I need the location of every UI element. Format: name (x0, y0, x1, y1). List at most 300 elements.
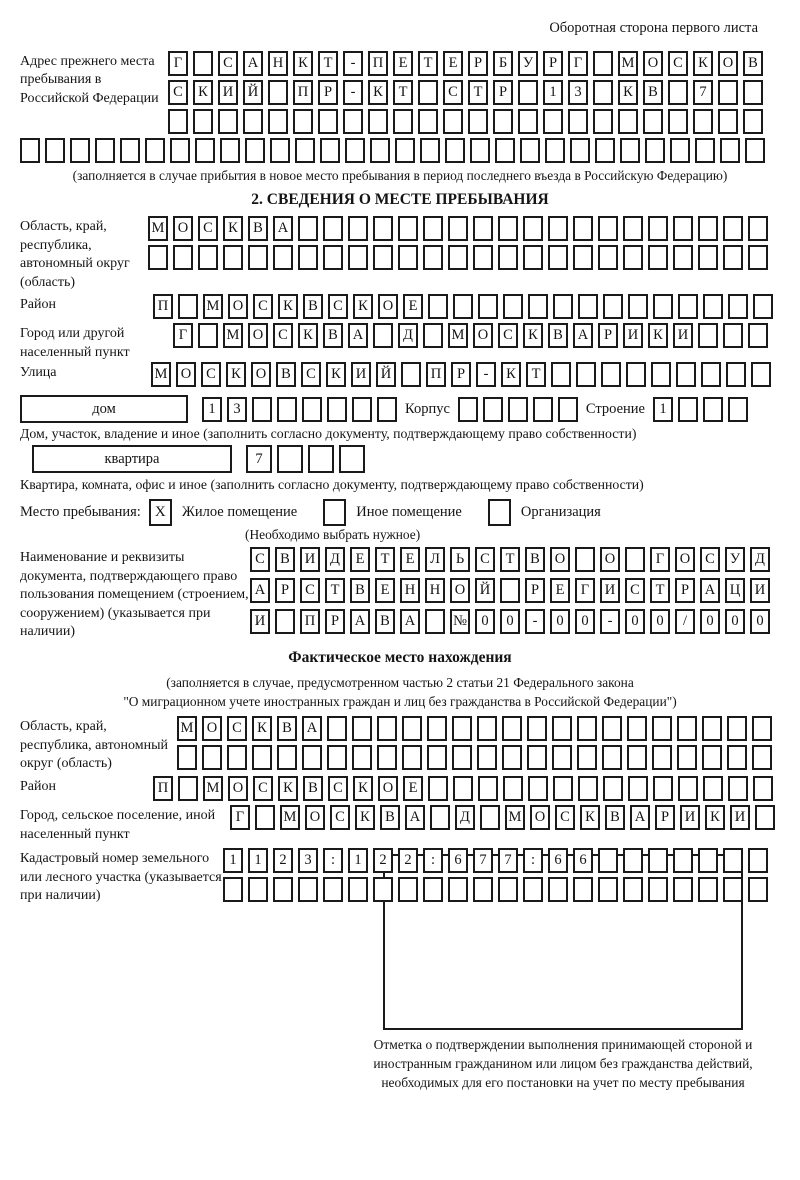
form-cell[interactable]: - (343, 80, 363, 105)
form-cell[interactable] (593, 80, 613, 105)
form-cell[interactable] (373, 216, 393, 241)
form-cell[interactable]: Р (493, 80, 513, 105)
stay-type-checkbox-residential[interactable]: X (149, 499, 172, 526)
form-cell[interactable] (503, 294, 523, 319)
form-cell[interactable]: К (501, 362, 521, 387)
form-cell[interactable] (576, 362, 596, 387)
form-cell[interactable] (727, 716, 747, 741)
form-cell[interactable] (623, 216, 643, 241)
form-cell[interactable] (745, 138, 765, 163)
form-cell[interactable] (723, 323, 743, 348)
form-cell[interactable] (373, 877, 393, 902)
form-cell[interactable] (601, 362, 621, 387)
form-cell[interactable]: Е (350, 547, 370, 572)
form-cell[interactable]: 1 (248, 848, 268, 873)
form-cell[interactable]: 1 (202, 397, 222, 422)
form-cell[interactable]: Р (655, 805, 675, 830)
form-cell[interactable]: - (476, 362, 496, 387)
form-cell[interactable] (323, 216, 343, 241)
form-cell[interactable]: К (278, 776, 298, 801)
form-cell[interactable]: О (718, 51, 738, 76)
form-cell[interactable]: В (350, 578, 370, 603)
form-cell[interactable] (302, 397, 322, 422)
form-cell[interactable] (748, 877, 768, 902)
form-cell[interactable]: В (303, 776, 323, 801)
form-cell[interactable] (453, 776, 473, 801)
form-cell[interactable]: - (600, 609, 620, 634)
form-cell[interactable] (673, 848, 693, 873)
form-cell[interactable] (668, 80, 688, 105)
form-cell[interactable] (327, 745, 347, 770)
form-cell[interactable] (428, 776, 448, 801)
form-cell[interactable] (443, 109, 463, 134)
form-cell[interactable] (395, 138, 415, 163)
form-cell[interactable] (618, 109, 638, 134)
form-cell[interactable]: К (580, 805, 600, 830)
form-cell[interactable]: 0 (475, 609, 495, 634)
form-cell[interactable]: Р (318, 80, 338, 105)
form-cell[interactable] (377, 397, 397, 422)
form-cell[interactable]: О (251, 362, 271, 387)
form-cell[interactable]: О (305, 805, 325, 830)
form-cell[interactable]: М (151, 362, 171, 387)
form-cell[interactable] (448, 216, 468, 241)
form-cell[interactable] (703, 397, 723, 422)
form-cell[interactable] (327, 397, 347, 422)
form-cell[interactable]: К (353, 294, 373, 319)
form-cell[interactable] (493, 109, 513, 134)
form-cell[interactable] (345, 138, 365, 163)
form-cell[interactable]: В (743, 51, 763, 76)
form-cell[interactable] (527, 716, 547, 741)
form-cell[interactable] (352, 716, 372, 741)
form-cell[interactable]: О (176, 362, 196, 387)
form-cell[interactable] (348, 245, 368, 270)
form-cell[interactable] (223, 877, 243, 902)
form-cell[interactable]: С (273, 323, 293, 348)
form-cell[interactable]: К (523, 323, 543, 348)
form-cell[interactable]: 1 (223, 848, 243, 873)
form-cell[interactable]: В (248, 216, 268, 241)
form-cell[interactable]: № (450, 609, 470, 634)
form-cell[interactable] (343, 109, 363, 134)
form-cell[interactable]: Р (598, 323, 618, 348)
form-cell[interactable]: К (193, 80, 213, 105)
form-cell[interactable]: 2 (273, 848, 293, 873)
form-cell[interactable] (551, 362, 571, 387)
form-cell[interactable]: 3 (298, 848, 318, 873)
form-cell[interactable]: К (252, 716, 272, 741)
form-cell[interactable]: 6 (573, 848, 593, 873)
form-cell[interactable]: П (153, 294, 173, 319)
form-cell[interactable]: О (228, 294, 248, 319)
form-cell[interactable] (602, 745, 622, 770)
form-cell[interactable] (478, 294, 498, 319)
form-cell[interactable] (652, 745, 672, 770)
form-cell[interactable] (503, 776, 523, 801)
form-cell[interactable]: О (378, 294, 398, 319)
form-cell[interactable] (528, 776, 548, 801)
form-cell[interactable] (170, 138, 190, 163)
form-cell[interactable] (502, 716, 522, 741)
form-cell[interactable]: С (328, 294, 348, 319)
form-cell[interactable] (548, 877, 568, 902)
form-cell[interactable] (577, 745, 597, 770)
form-cell[interactable] (318, 109, 338, 134)
form-cell[interactable]: О (450, 578, 470, 603)
form-cell[interactable] (748, 245, 768, 270)
form-cell[interactable] (425, 609, 445, 634)
form-cell[interactable]: С (700, 547, 720, 572)
form-cell[interactable]: П (426, 362, 446, 387)
form-cell[interactable]: - (343, 51, 363, 76)
form-cell[interactable] (468, 109, 488, 134)
form-cell[interactable]: И (730, 805, 750, 830)
form-cell[interactable] (743, 109, 763, 134)
form-cell[interactable]: Й (376, 362, 396, 387)
form-cell[interactable]: И (250, 609, 270, 634)
form-cell[interactable] (398, 245, 418, 270)
form-cell[interactable] (698, 323, 718, 348)
form-cell[interactable] (508, 397, 528, 422)
form-cell[interactable]: Р (451, 362, 471, 387)
form-cell[interactable] (20, 138, 40, 163)
form-cell[interactable] (320, 138, 340, 163)
form-cell[interactable] (120, 138, 140, 163)
form-cell[interactable]: 1 (543, 80, 563, 105)
form-cell[interactable]: О (378, 776, 398, 801)
form-cell[interactable] (430, 805, 450, 830)
form-cell[interactable]: Е (393, 51, 413, 76)
form-cell[interactable]: О (202, 716, 222, 741)
form-cell[interactable] (427, 716, 447, 741)
form-cell[interactable] (548, 245, 568, 270)
form-cell[interactable] (648, 245, 668, 270)
form-cell[interactable] (720, 138, 740, 163)
form-cell[interactable] (248, 877, 268, 902)
form-cell[interactable]: А (400, 609, 420, 634)
form-cell[interactable] (178, 294, 198, 319)
form-cell[interactable]: С (227, 716, 247, 741)
form-cell[interactable]: А (302, 716, 322, 741)
form-cell[interactable]: Е (443, 51, 463, 76)
form-cell[interactable]: Р (325, 609, 345, 634)
form-cell[interactable] (573, 877, 593, 902)
form-cell[interactable] (628, 776, 648, 801)
form-cell[interactable] (302, 745, 322, 770)
form-cell[interactable]: Д (750, 547, 770, 572)
form-cell[interactable]: М (177, 716, 197, 741)
form-cell[interactable]: Т (375, 547, 395, 572)
form-cell[interactable] (398, 216, 418, 241)
form-cell[interactable] (393, 109, 413, 134)
form-cell[interactable] (673, 877, 693, 902)
form-cell[interactable] (223, 245, 243, 270)
form-cell[interactable]: В (380, 805, 400, 830)
form-cell[interactable]: Р (675, 578, 695, 603)
form-cell[interactable]: Р (543, 51, 563, 76)
form-cell[interactable] (703, 294, 723, 319)
form-cell[interactable] (723, 245, 743, 270)
form-cell[interactable]: А (350, 609, 370, 634)
form-cell[interactable]: : (323, 848, 343, 873)
form-cell[interactable]: И (300, 547, 320, 572)
form-cell[interactable] (620, 138, 640, 163)
form-cell[interactable] (452, 745, 472, 770)
form-cell[interactable]: 3 (568, 80, 588, 105)
form-cell[interactable] (553, 294, 573, 319)
form-cell[interactable]: В (275, 547, 295, 572)
form-cell[interactable] (245, 138, 265, 163)
form-cell[interactable]: А (273, 216, 293, 241)
form-cell[interactable] (377, 716, 397, 741)
form-cell[interactable] (753, 294, 773, 319)
form-cell[interactable] (498, 877, 518, 902)
form-cell[interactable] (673, 245, 693, 270)
form-cell[interactable]: О (530, 805, 550, 830)
form-cell[interactable] (177, 745, 197, 770)
form-cell[interactable] (648, 877, 668, 902)
form-cell[interactable] (527, 745, 547, 770)
form-cell[interactable] (473, 216, 493, 241)
form-cell[interactable]: П (153, 776, 173, 801)
form-cell[interactable]: В (303, 294, 323, 319)
form-cell[interactable]: К (298, 323, 318, 348)
form-cell[interactable] (243, 109, 263, 134)
form-cell[interactable]: К (293, 51, 313, 76)
form-cell[interactable]: 0 (725, 609, 745, 634)
form-cell[interactable]: 7 (246, 445, 272, 473)
form-cell[interactable]: 2 (398, 848, 418, 873)
form-cell[interactable] (723, 877, 743, 902)
form-cell[interactable]: О (473, 323, 493, 348)
form-cell[interactable] (698, 848, 718, 873)
form-cell[interactable] (248, 245, 268, 270)
form-cell[interactable]: С (475, 547, 495, 572)
form-cell[interactable]: К (353, 776, 373, 801)
form-cell[interactable] (723, 216, 743, 241)
form-cell[interactable] (673, 216, 693, 241)
form-cell[interactable] (568, 109, 588, 134)
form-cell[interactable]: А (348, 323, 368, 348)
form-cell[interactable]: Й (475, 578, 495, 603)
form-cell[interactable] (298, 245, 318, 270)
form-cell[interactable] (743, 80, 763, 105)
form-cell[interactable] (698, 216, 718, 241)
form-cell[interactable]: В (375, 609, 395, 634)
form-cell[interactable] (678, 294, 698, 319)
form-cell[interactable] (193, 109, 213, 134)
form-cell[interactable]: Н (268, 51, 288, 76)
form-cell[interactable]: К (355, 805, 375, 830)
form-cell[interactable] (593, 109, 613, 134)
form-cell[interactable] (495, 138, 515, 163)
form-cell[interactable] (368, 109, 388, 134)
form-cell[interactable] (570, 138, 590, 163)
form-cell[interactable] (273, 877, 293, 902)
form-cell[interactable] (668, 109, 688, 134)
form-cell[interactable]: С (198, 216, 218, 241)
form-cell[interactable] (339, 445, 365, 473)
form-cell[interactable]: Л (425, 547, 445, 572)
form-cell[interactable] (698, 245, 718, 270)
form-cell[interactable] (625, 547, 645, 572)
form-cell[interactable]: Н (400, 578, 420, 603)
form-cell[interactable]: 0 (625, 609, 645, 634)
form-cell[interactable] (268, 109, 288, 134)
form-cell[interactable] (552, 745, 572, 770)
form-cell[interactable] (470, 138, 490, 163)
form-cell[interactable]: Б (493, 51, 513, 76)
form-cell[interactable]: О (173, 216, 193, 241)
form-cell[interactable] (195, 138, 215, 163)
form-cell[interactable]: С (498, 323, 518, 348)
form-cell[interactable]: М (280, 805, 300, 830)
form-cell[interactable] (533, 397, 553, 422)
form-cell[interactable]: С (625, 578, 645, 603)
form-cell[interactable]: В (276, 362, 296, 387)
form-cell[interactable]: 1 (653, 397, 673, 422)
form-cell[interactable] (648, 848, 668, 873)
form-cell[interactable] (602, 716, 622, 741)
form-cell[interactable]: 0 (500, 609, 520, 634)
form-cell[interactable] (502, 745, 522, 770)
form-cell[interactable] (677, 716, 697, 741)
form-cell[interactable] (168, 109, 188, 134)
form-cell[interactable] (695, 138, 715, 163)
form-cell[interactable] (698, 877, 718, 902)
form-cell[interactable] (573, 216, 593, 241)
form-cell[interactable] (627, 716, 647, 741)
form-cell[interactable] (202, 745, 222, 770)
form-cell[interactable]: Г (230, 805, 250, 830)
form-cell[interactable] (552, 716, 572, 741)
form-cell[interactable]: П (368, 51, 388, 76)
form-cell[interactable] (678, 397, 698, 422)
form-cell[interactable] (523, 216, 543, 241)
form-cell[interactable] (593, 51, 613, 76)
form-cell[interactable]: 7 (473, 848, 493, 873)
form-cell[interactable] (428, 294, 448, 319)
form-cell[interactable] (603, 294, 623, 319)
form-cell[interactable]: В (605, 805, 625, 830)
form-cell[interactable] (277, 445, 303, 473)
form-cell[interactable]: С (201, 362, 221, 387)
form-cell[interactable] (728, 776, 748, 801)
form-cell[interactable]: 3 (227, 397, 247, 422)
form-cell[interactable] (308, 445, 334, 473)
form-cell[interactable]: В (277, 716, 297, 741)
form-cell[interactable]: М (203, 776, 223, 801)
form-cell[interactable]: М (223, 323, 243, 348)
form-cell[interactable] (726, 362, 746, 387)
form-cell[interactable] (277, 397, 297, 422)
form-cell[interactable]: 0 (700, 609, 720, 634)
form-cell[interactable]: К (648, 323, 668, 348)
form-cell[interactable]: О (550, 547, 570, 572)
form-cell[interactable] (483, 397, 503, 422)
form-cell[interactable] (577, 716, 597, 741)
form-cell[interactable]: А (250, 578, 270, 603)
form-cell[interactable] (423, 216, 443, 241)
form-cell[interactable] (198, 323, 218, 348)
form-cell[interactable] (498, 245, 518, 270)
form-cell[interactable]: К (618, 80, 638, 105)
form-cell[interactable]: И (623, 323, 643, 348)
stay-type-checkbox-other[interactable] (323, 499, 346, 526)
form-cell[interactable]: И (600, 578, 620, 603)
form-cell[interactable] (626, 362, 646, 387)
form-cell[interactable] (755, 805, 775, 830)
form-cell[interactable]: В (323, 323, 343, 348)
form-cell[interactable]: Г (173, 323, 193, 348)
form-cell[interactable] (677, 745, 697, 770)
form-cell[interactable]: 2 (373, 848, 393, 873)
form-cell[interactable] (423, 877, 443, 902)
form-cell[interactable]: О (228, 776, 248, 801)
form-cell[interactable] (578, 294, 598, 319)
form-cell[interactable] (458, 397, 478, 422)
form-cell[interactable] (718, 80, 738, 105)
form-cell[interactable]: О (643, 51, 663, 76)
form-cell[interactable]: С (253, 776, 273, 801)
form-cell[interactable]: С (253, 294, 273, 319)
form-cell[interactable]: С (328, 776, 348, 801)
form-cell[interactable] (452, 716, 472, 741)
form-cell[interactable]: И (218, 80, 238, 105)
house-type-box[interactable]: дом (20, 395, 188, 423)
form-cell[interactable] (748, 848, 768, 873)
form-cell[interactable] (623, 848, 643, 873)
form-cell[interactable] (545, 138, 565, 163)
form-cell[interactable] (370, 138, 390, 163)
form-cell[interactable] (703, 776, 723, 801)
form-cell[interactable] (518, 109, 538, 134)
form-cell[interactable]: Р (468, 51, 488, 76)
form-cell[interactable]: Д (455, 805, 475, 830)
form-cell[interactable]: М (618, 51, 638, 76)
form-cell[interactable] (402, 716, 422, 741)
form-cell[interactable] (423, 245, 443, 270)
form-cell[interactable]: С (300, 578, 320, 603)
form-cell[interactable]: : (523, 848, 543, 873)
form-cell[interactable]: Т (393, 80, 413, 105)
form-cell[interactable]: К (368, 80, 388, 105)
form-cell[interactable] (298, 216, 318, 241)
form-cell[interactable] (701, 362, 721, 387)
form-cell[interactable] (193, 51, 213, 76)
form-cell[interactable] (477, 716, 497, 741)
form-cell[interactable]: И (351, 362, 371, 387)
form-cell[interactable]: Р (275, 578, 295, 603)
form-cell[interactable]: А (630, 805, 650, 830)
form-cell[interactable] (523, 245, 543, 270)
form-cell[interactable] (145, 138, 165, 163)
form-cell[interactable]: К (693, 51, 713, 76)
stay-type-checkbox-organization[interactable] (488, 499, 511, 526)
form-cell[interactable]: Т (325, 578, 345, 603)
form-cell[interactable] (748, 216, 768, 241)
form-cell[interactable]: Т (318, 51, 338, 76)
form-cell[interactable] (453, 294, 473, 319)
form-cell[interactable] (598, 848, 618, 873)
apartment-type-box[interactable]: квартира (32, 445, 232, 473)
form-cell[interactable]: И (673, 323, 693, 348)
form-cell[interactable] (702, 745, 722, 770)
form-cell[interactable]: О (248, 323, 268, 348)
form-cell[interactable] (268, 80, 288, 105)
form-cell[interactable] (323, 245, 343, 270)
